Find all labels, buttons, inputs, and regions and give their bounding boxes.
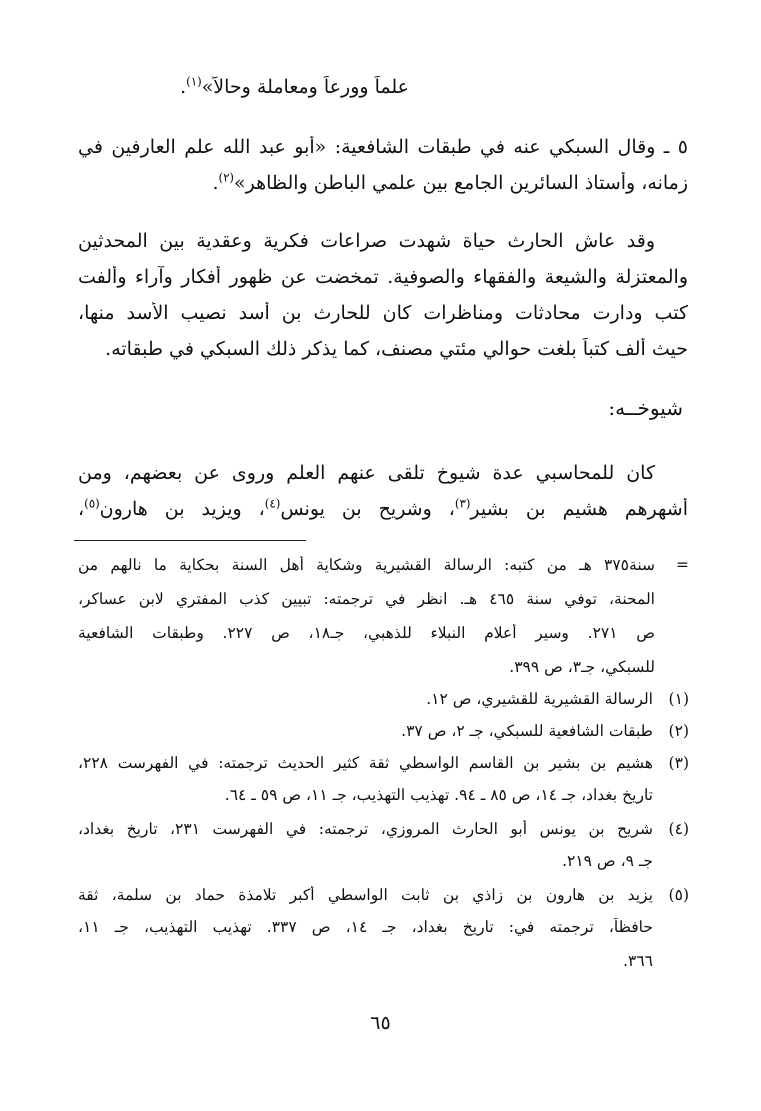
item5-line2 [0,172,688,194]
continuation-line2: المحنة، توفي سنة ٤٦٥ هـ. انظر في ترجمته: تبيين كذب المفتري لابن عساكر، [78,590,655,608]
footnote-3-line2: تاريخ بغداد، جـ ١٤، ص ٨٥ ـ ٩٤. تهذيب التهذيب، جـ ١١، ص ٥٩ ـ ٦٤. [224,786,653,804]
paragraph2-text-b: ، وشريح بن يونس [280,498,455,520]
item5-line2-text: زمانه، وأستاذ السائرين الجامع بين علمي الباطن والظاهر» [234,172,688,194]
footnote-3-line1: هشيم بن بشير بن القاسم الواسطي ثقة كثير الحديث ترجمته: في الفهرست ٢٢٨، [78,754,653,772]
footnote-ref-1: (١) [186,76,202,89]
continuation-line4: للسبكي، جـ٣، ص ٣٩٩. [509,658,655,676]
continuation-line1: سنة٣٧٥ هـ من كتبه: الرسالة القشيرية وشكاية أهل السنة بحكاية ما نالهم من [78,556,655,574]
footnote-ref-4: (٤) [264,498,281,511]
paragraph2-line1: كان للمحاسبي عدة شيوخ تلقى عنهم العلم وروى عن بعضهم، ومن [78,462,655,484]
footnote-2-line1: طبقات الشافعية للسبكي، جـ ٢، ص ٣٧. [401,722,653,740]
page-number: ٦٥ [370,1012,391,1034]
continuation-mark: = [676,556,689,574]
footnote-5-line2: حافظاً، ترجمته في: تاريخ بغداد، جـ ١٤، ص ٣٣٧. تهذيب التهذيب، جـ ١١، [78,918,653,936]
paragraph1-line1: وقد عاش الحارث حياة شهدت صراعات فكرية وعقدية بين المحدثين [78,230,655,252]
footnote-separator [74,540,306,541]
footnote-3-number: (٣) [668,754,689,772]
footnote-2-number: (٢) [668,722,689,740]
footnote-1-line1: الرسالة القشيرية للقشيري، ص ١٢. [426,690,653,708]
paragraph1-line4: حيث ألف كتباً بلغت حوالي مئتي مصنف، كما يذكر ذلك السبكي في طبقاته. [105,338,688,360]
footnote-1-number: (١) [668,690,689,708]
footnote-4-line2: جـ ٩، ص ٢١٩. [562,852,653,870]
footnote-ref-5: (٥) [84,498,100,511]
quote-end-tail: . [180,76,187,98]
paragraph1-line2: والمعتزلة والشيعة والفقهاء والصوفية. تمخضت عن ظهور أفكار وآراء وألفت [78,266,688,288]
section-heading: شيوخــه: [608,396,683,420]
footnote-5-line1: يزيد بن هارون بن زاذي بن ثابت الواسطي أكبر تلامذة حماد بن سلمة، ثقة [78,886,653,904]
paragraph1-line3: كتب ودارت محادثات ومناظرات كان للحارث بن أسد نصيب الأسد منها، [78,302,688,324]
quote-end-line [0,76,409,98]
footnote-5-line3: ٣٦٦. [623,952,653,970]
paragraph2-line2 [78,498,688,520]
paragraph2-text-d: ، [78,498,85,520]
continuation-line3: ص ٢٧١. وسير أعلام النبلاء للذهبي، جـ١٨، ص ٢٢٧. وطبقات الشافعية [78,624,655,642]
footnote-5-number: (٥) [668,886,689,904]
footnote-4-line1: شريح بن يونس أبو الحارث المروزي، ترجمته: في الفهرست ٢٣١، تاريخ بغداد، [78,820,653,838]
quote-end-text: علماً وورعاً ومعاملة وحالاً» [201,76,409,98]
footnote-ref-3: (٣) [454,498,471,511]
item5-line2-tail: . [212,172,219,194]
footnote-4-number: (٤) [668,820,689,838]
paragraph2-text-c: ، ويزيد بن هارون [99,498,265,520]
item5-line1: ٥ ـ وقال السبكي عنه في طبقات الشافعية: «أبو عبد الله علم العارفين في [78,136,688,158]
paragraph2-text-a: أشهرهم هشيم بن بشير [470,498,688,520]
footnote-ref-2: (٢) [218,172,235,185]
